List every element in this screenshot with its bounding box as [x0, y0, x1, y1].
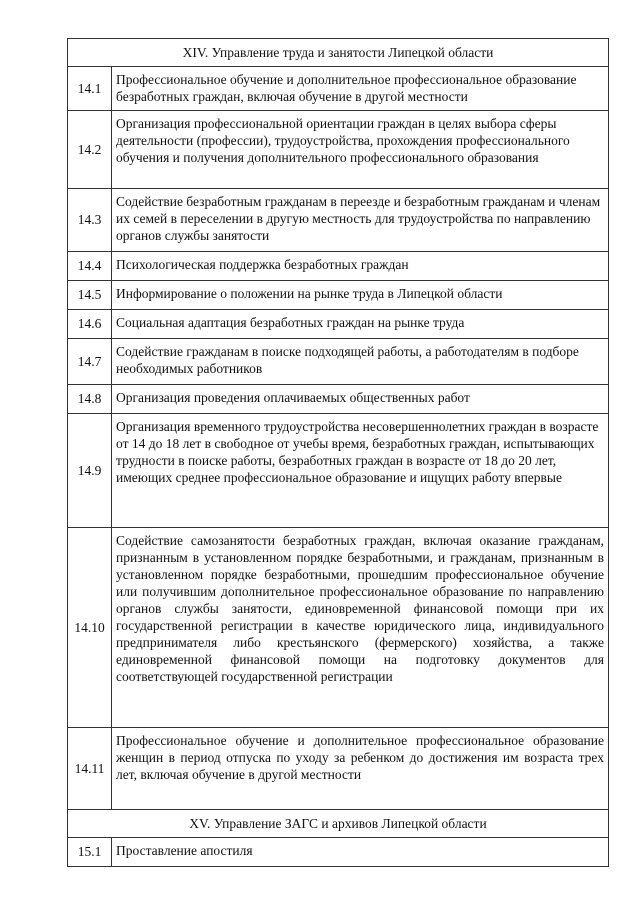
row-text: Организация временного трудоустройства несовершеннолетних граждан в возрасте от 14 до 18 лет в свободное от учебы время, безработных граждан, испытывающих трудности в поиске работы, безработных граждан в возрасте от 18 до 20 лет, имеющих среднее профессиональное образование и ищущих работу впервые [112, 414, 609, 528]
row-number: 14.11 [68, 728, 112, 810]
row-text: Содействие безработным гражданам в переезде и безработным гражданам и членам их семей в переселении в другую местность для трудоустройства по направлению органов службы занятости [112, 189, 609, 252]
row-number: 14.4 [68, 252, 112, 281]
row-text: Организация профессиональной ориентации граждан в целях выбора сферы деятельности (профессии), трудоустройства, прохождения профессионального обучения и получения дополнительного профессионального образования [112, 111, 609, 189]
row-number: 15.1 [68, 838, 112, 867]
section-title: XIV. Управление труда и занятости Липецкой области [68, 39, 609, 67]
row-number: 14.9 [68, 414, 112, 528]
row-text: Профессиональное обучение и дополнительное профессиональное образование женщин в период отпуска по уходу за ребенком до достижения им возраста трех лет, включая обучение в другой местности [112, 728, 609, 810]
table-row [68, 728, 609, 810]
row-text: Проставление апостиля [112, 838, 609, 867]
row-text: Содействие гражданам в поиске подходящей работы, а работодателям в подборе необходимых работников [112, 339, 609, 385]
row-number: 14.1 [68, 67, 112, 111]
table-row [68, 310, 609, 339]
row-text: Содействие самозанятости безработных граждан, включая оказание гражданам, признанным в установленном порядке безработными, и гражданам, признанным в установленном порядке безработными, прошедшим профессиональное обучение или получившим дополнительное профессиональное образование по направлению органов службы занятости, единовременной финансовой помощи при их государственной регистрации в качестве юридического лица, индивидуального предпринимателя либо крестьянского (фермерского) хозяйства, а также единовременной финансовой помощи на подготовку документов для соответствующей государственной регистрации [112, 528, 609, 728]
row-text: Психологическая поддержка безработных граждан [112, 252, 609, 281]
row-number: 14.3 [68, 189, 112, 252]
section-header-row [68, 810, 609, 838]
row-number: 14.2 [68, 111, 112, 189]
table-row [68, 67, 609, 111]
table-row [68, 385, 609, 414]
services-table [67, 38, 609, 867]
row-text: Организация проведения оплачиваемых общественных работ [112, 385, 609, 414]
row-number: 14.5 [68, 281, 112, 310]
table-row [68, 189, 609, 252]
table-row [68, 838, 609, 867]
table-row [68, 528, 609, 728]
section-title: XV. Управление ЗАГС и архивов Липецкой области [68, 810, 609, 838]
table-row [68, 252, 609, 281]
row-number: 14.8 [68, 385, 112, 414]
row-number: 14.7 [68, 339, 112, 385]
table-row [68, 281, 609, 310]
table-row [68, 111, 609, 189]
table-row [68, 339, 609, 385]
section-header-row [68, 39, 609, 67]
table-row [68, 414, 609, 528]
row-number: 14.6 [68, 310, 112, 339]
row-text: Профессиональное обучение и дополнительное профессиональное образование безработных граждан, включая обучение в другой местности [112, 67, 609, 111]
row-text: Социальная адаптация безработных граждан на рынке труда [112, 310, 609, 339]
row-number: 14.10 [68, 528, 112, 728]
row-text: Информирование о положении на рынке труда в Липецкой области [112, 281, 609, 310]
